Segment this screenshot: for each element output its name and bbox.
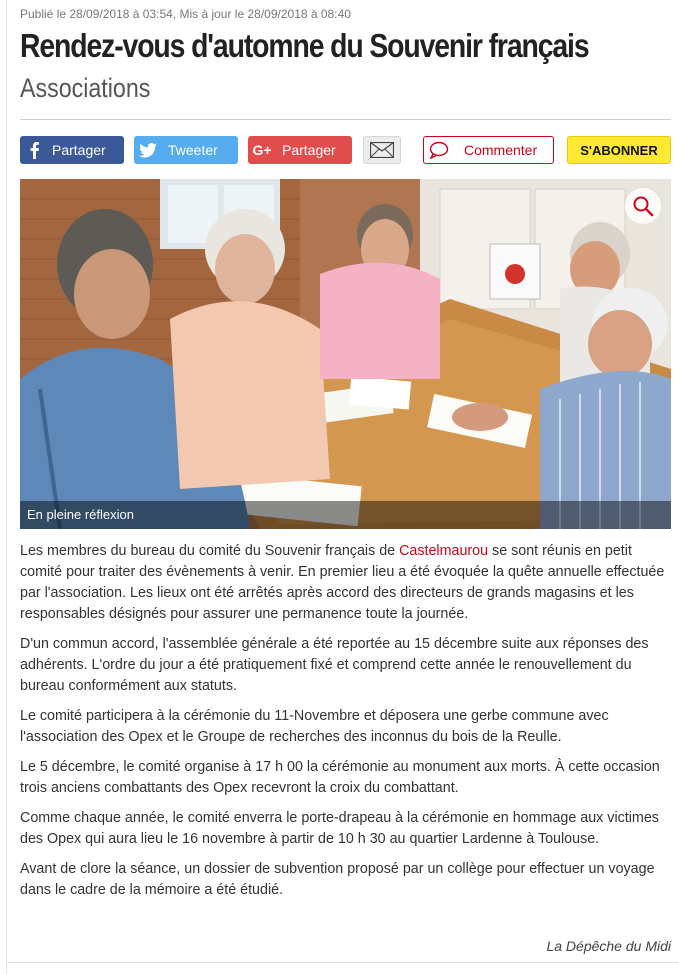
paragraph-1-text-start: Les membres du bureau du comité du Souvenir français de bbox=[20, 543, 400, 559]
article-source: La Dépêche du Midi bbox=[546, 938, 671, 954]
comment-bubble-icon bbox=[424, 141, 454, 159]
twitter-share-button[interactable] bbox=[134, 136, 238, 164]
photo-illustration bbox=[20, 179, 671, 529]
email-share-button[interactable] bbox=[363, 136, 401, 164]
paragraph-1-text-end: se sont réunis en petit comité pour traiter des évènements à venir. En premier lieu a été évoquée la quête annuelle effectuée par l'association. Les lieux ont été arrêtés après accord des directeurs de grands magasins et les responsables désignés pour assurer une permanence toute la journée. bbox=[20, 543, 665, 622]
article-body bbox=[20, 541, 671, 910]
paragraph-6: Avant de clore la séance, un dossier de subvention proposé par un collège pour effectuer un voyage dans le cadre de la mémoire a été étudié. bbox=[20, 861, 655, 898]
article-photo[interactable] bbox=[20, 179, 671, 529]
castelmaurou-link[interactable]: Castelmaurou bbox=[399, 543, 489, 559]
googleplus-share-label: Partager bbox=[282, 142, 336, 158]
twitter-icon bbox=[134, 136, 162, 164]
paragraph-5: Comme chaque année, le comité enverra le porte-drapeau à la cérémonie en hommage aux victimes des Opex qui aura lieu le 16 novembre à partir de 10 h 30 au quartier Lardenne à Toulouse. bbox=[20, 810, 659, 847]
comment-button[interactable] bbox=[423, 136, 554, 164]
photo-caption: En pleine réflexion bbox=[20, 501, 671, 529]
twitter-share-label: Tweeter bbox=[168, 142, 218, 158]
left-border bbox=[6, 0, 7, 974]
comment-label: Commenter bbox=[464, 142, 538, 158]
googleplus-share-button[interactable] bbox=[248, 136, 352, 164]
paragraph-4: Le 5 décembre, le comité organise à 17 h 00 la cérémonie au monument aux morts. À cette occasion trois anciens combattants des Opex recevront la croix du combattant. bbox=[20, 759, 660, 796]
publication-date: Publié le 28/09/2018 à 03:54, Mis à jour le 28/09/2018 à 08:40 bbox=[20, 7, 351, 21]
facebook-icon bbox=[20, 136, 48, 164]
subscribe-button[interactable]: S'ABONNER bbox=[567, 136, 671, 164]
magnifier-icon bbox=[632, 195, 654, 217]
paragraph-1 bbox=[20, 541, 671, 625]
envelope-icon bbox=[370, 142, 394, 158]
divider bbox=[20, 119, 671, 120]
facebook-share-button[interactable] bbox=[20, 136, 124, 164]
googleplus-icon: G+ bbox=[252, 142, 272, 158]
article-title: Rendez-vous d'automne du Souvenir français bbox=[20, 27, 589, 64]
facebook-share-label: Partager bbox=[52, 142, 106, 158]
bottom-divider bbox=[6, 962, 679, 963]
paragraph-3: Le comité participera à la cérémonie du 11-Novembre et déposera une gerbe commune avec l'association des Opex et le Groupe de recherches des inconnus du bois de la Reulle. bbox=[20, 708, 609, 745]
zoom-button[interactable] bbox=[625, 188, 661, 224]
paragraph-2: D'un commun accord, l'assemblée générale a été reportée au 15 décembre suite aux réponses des adhérents. L'ordre du jour a été pratiquement fixé et comprend cette année le renouvellement du bureau conformément aux statuts. bbox=[20, 636, 649, 694]
section-label[interactable]: Associations bbox=[20, 73, 151, 103]
